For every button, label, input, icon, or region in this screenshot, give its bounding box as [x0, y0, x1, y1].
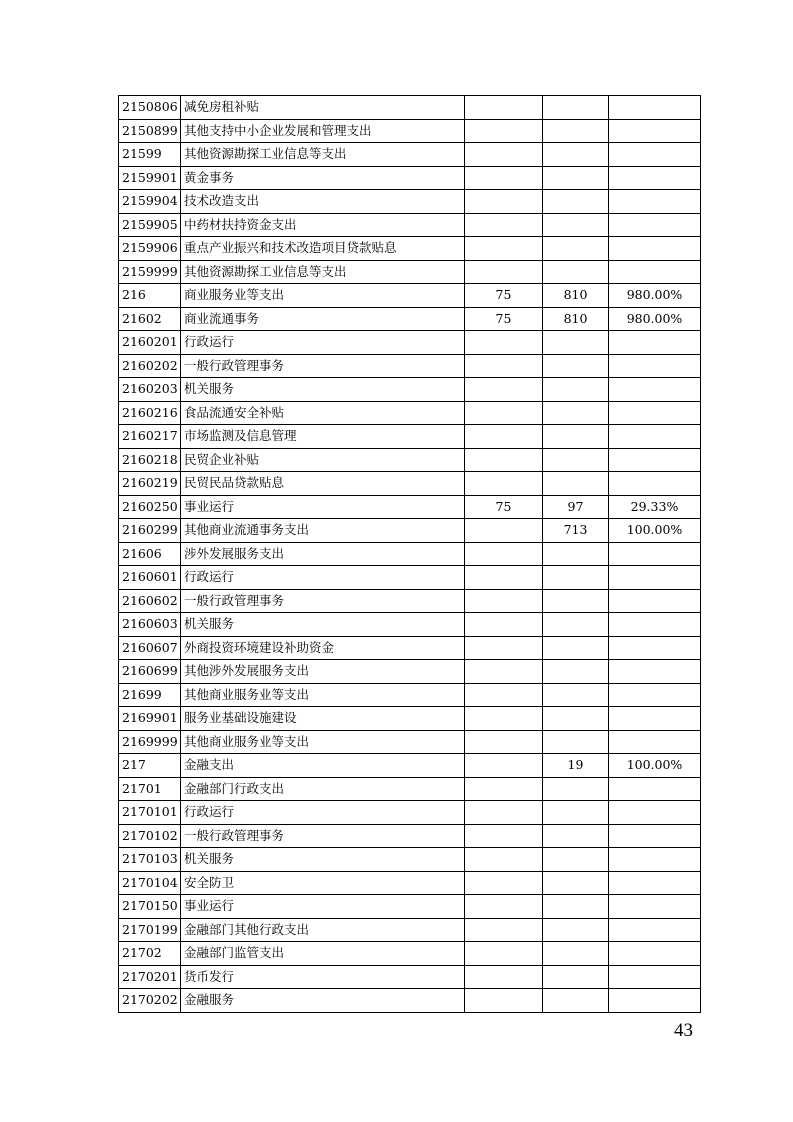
percent-cell [609, 730, 701, 754]
value-col2-cell [543, 589, 609, 613]
percent-cell [609, 707, 701, 731]
value-col2-cell [543, 143, 609, 167]
subject-name-cell: 减免房租补贴 [181, 96, 465, 120]
subject-code-cell: 21701 [119, 777, 181, 801]
table-row [119, 566, 701, 590]
value-col2-cell [543, 989, 609, 1013]
percent-cell [609, 542, 701, 566]
subject-code-cell: 2160218 [119, 448, 181, 472]
table-row [119, 660, 701, 684]
page-number: 43 [674, 1020, 693, 1041]
table-row [119, 871, 701, 895]
subject-code-cell: 2160602 [119, 589, 181, 613]
table-row [119, 401, 701, 425]
percent-cell [609, 942, 701, 966]
value-col1-cell [465, 801, 543, 825]
subject-code-cell: 2159999 [119, 260, 181, 284]
value-col1-cell [465, 542, 543, 566]
percent-cell [609, 636, 701, 660]
subject-name-cell: 一般行政管理事务 [181, 824, 465, 848]
value-col1-cell: 75 [465, 284, 543, 308]
subject-name-cell: 涉外发展服务支出 [181, 542, 465, 566]
subject-code-cell: 2170201 [119, 965, 181, 989]
value-col2-cell [543, 777, 609, 801]
subject-name-cell: 安全防卫 [181, 871, 465, 895]
value-col2-cell [543, 190, 609, 214]
subject-code-cell: 2159901 [119, 166, 181, 190]
subject-code-cell: 2160202 [119, 354, 181, 378]
subject-name-cell: 行政运行 [181, 566, 465, 590]
subject-name-cell: 中药材扶持资金支出 [181, 213, 465, 237]
value-col2-cell [543, 448, 609, 472]
table-row [119, 378, 701, 402]
value-col1-cell [465, 660, 543, 684]
subject-code-cell: 2160607 [119, 636, 181, 660]
value-col2-cell [543, 260, 609, 284]
table-row [119, 354, 701, 378]
value-col2-cell: 810 [543, 284, 609, 308]
table-row [119, 777, 701, 801]
value-col1-cell [465, 119, 543, 143]
value-col2-cell [543, 801, 609, 825]
subject-name-cell: 民贸企业补贴 [181, 448, 465, 472]
value-col2-cell [543, 354, 609, 378]
value-col1-cell [465, 707, 543, 731]
value-col2-cell [543, 730, 609, 754]
value-col2-cell [543, 660, 609, 684]
value-col1-cell [465, 166, 543, 190]
subject-code-cell: 2169901 [119, 707, 181, 731]
subject-name-cell: 技术改造支出 [181, 190, 465, 214]
percent-cell [609, 660, 701, 684]
percent-cell [609, 96, 701, 120]
subject-name-cell: 其他涉外发展服务支出 [181, 660, 465, 684]
value-col2-cell [543, 378, 609, 402]
value-col1-cell: 75 [465, 307, 543, 331]
percent-cell [609, 472, 701, 496]
value-col1-cell [465, 871, 543, 895]
subject-code-cell: 2150899 [119, 119, 181, 143]
value-col1-cell [465, 613, 543, 637]
budget-table [118, 95, 701, 1013]
budget-table-body [119, 96, 701, 1013]
percent-cell [609, 143, 701, 167]
subject-code-cell: 217 [119, 754, 181, 778]
value-col1-cell [465, 895, 543, 919]
subject-code-cell: 2160601 [119, 566, 181, 590]
subject-name-cell: 商业流通事务 [181, 307, 465, 331]
percent-cell [609, 425, 701, 449]
value-col2-cell: 97 [543, 495, 609, 519]
subject-name-cell: 机关服务 [181, 848, 465, 872]
subject-name-cell: 金融部门其他行政支出 [181, 918, 465, 942]
value-col2-cell [543, 895, 609, 919]
table-row [119, 448, 701, 472]
subject-code-cell: 21602 [119, 307, 181, 331]
table-row [119, 636, 701, 660]
table-row [119, 683, 701, 707]
subject-name-cell: 黄金事务 [181, 166, 465, 190]
subject-name-cell: 食品流通安全补贴 [181, 401, 465, 425]
table-row [119, 824, 701, 848]
percent-cell: 29.33% [609, 495, 701, 519]
value-col2-cell [543, 683, 609, 707]
value-col1-cell [465, 683, 543, 707]
subject-code-cell: 2159905 [119, 213, 181, 237]
value-col2-cell [543, 472, 609, 496]
value-col2-cell [543, 613, 609, 637]
value-col1-cell [465, 401, 543, 425]
subject-name-cell: 其他商业服务业等支出 [181, 730, 465, 754]
value-col1-cell [465, 237, 543, 261]
subject-name-cell: 事业运行 [181, 895, 465, 919]
table-row [119, 213, 701, 237]
percent-cell [609, 989, 701, 1013]
value-col2-cell [543, 636, 609, 660]
table-row [119, 331, 701, 355]
percent-cell [609, 965, 701, 989]
subject-code-cell: 2160250 [119, 495, 181, 519]
table-row [119, 542, 701, 566]
value-col2-cell [543, 871, 609, 895]
subject-code-cell: 2160203 [119, 378, 181, 402]
table-row [119, 284, 701, 308]
value-col2-cell [543, 542, 609, 566]
table-row [119, 707, 701, 731]
value-col2-cell [543, 401, 609, 425]
subject-code-cell: 2160699 [119, 660, 181, 684]
percent-cell [609, 378, 701, 402]
subject-name-cell: 金融支出 [181, 754, 465, 778]
subject-code-cell: 2169999 [119, 730, 181, 754]
value-col1-cell [465, 143, 543, 167]
subject-name-cell: 服务业基础设施建设 [181, 707, 465, 731]
table-row [119, 119, 701, 143]
table-row [119, 589, 701, 613]
percent-cell [609, 613, 701, 637]
table-row [119, 425, 701, 449]
subject-code-cell: 2170102 [119, 824, 181, 848]
table-row [119, 989, 701, 1013]
value-col1-cell [465, 472, 543, 496]
table-row [119, 307, 701, 331]
subject-name-cell: 市场监测及信息管理 [181, 425, 465, 449]
subject-code-cell: 21702 [119, 942, 181, 966]
percent-cell [609, 566, 701, 590]
subject-name-cell: 其他资源勘探工业信息等支出 [181, 260, 465, 284]
percent-cell [609, 331, 701, 355]
table-row [119, 613, 701, 637]
subject-code-cell: 2170103 [119, 848, 181, 872]
subject-code-cell: 2160219 [119, 472, 181, 496]
subject-name-cell: 金融服务 [181, 989, 465, 1013]
percent-cell [609, 354, 701, 378]
table-row [119, 143, 701, 167]
value-col1-cell [465, 260, 543, 284]
table-row [119, 730, 701, 754]
table-row [119, 942, 701, 966]
table-row [119, 895, 701, 919]
subject-name-cell: 其他商业流通事务支出 [181, 519, 465, 543]
value-col2-cell [543, 96, 609, 120]
subject-code-cell: 2160201 [119, 331, 181, 355]
table-row [119, 918, 701, 942]
value-col1-cell [465, 378, 543, 402]
subject-code-cell: 21606 [119, 542, 181, 566]
subject-name-cell: 其他资源勘探工业信息等支出 [181, 143, 465, 167]
table-row [119, 260, 701, 284]
value-col1-cell [465, 777, 543, 801]
value-col1-cell [465, 519, 543, 543]
value-col1-cell [465, 989, 543, 1013]
subject-name-cell: 其他商业服务业等支出 [181, 683, 465, 707]
percent-cell [609, 589, 701, 613]
table-row [119, 965, 701, 989]
subject-code-cell: 2170101 [119, 801, 181, 825]
value-col2-cell [543, 119, 609, 143]
value-col2-cell [543, 942, 609, 966]
subject-name-cell: 机关服务 [181, 378, 465, 402]
subject-code-cell: 216 [119, 284, 181, 308]
value-col1-cell [465, 848, 543, 872]
percent-cell [609, 119, 701, 143]
subject-name-cell: 商业服务业等支出 [181, 284, 465, 308]
subject-name-cell: 外商投资环境建设补助资金 [181, 636, 465, 660]
value-col1-cell [465, 730, 543, 754]
value-col2-cell [543, 707, 609, 731]
value-col2-cell [543, 965, 609, 989]
percent-cell [609, 260, 701, 284]
table-row [119, 96, 701, 120]
subject-code-cell: 2170104 [119, 871, 181, 895]
value-col2-cell [543, 918, 609, 942]
value-col1-cell [465, 918, 543, 942]
subject-code-cell: 21599 [119, 143, 181, 167]
table-row [119, 801, 701, 825]
value-col2-cell [543, 824, 609, 848]
subject-code-cell: 2159906 [119, 237, 181, 261]
subject-code-cell: 2150806 [119, 96, 181, 120]
percent-cell [609, 401, 701, 425]
percent-cell: 100.00% [609, 519, 701, 543]
value-col1-cell [465, 754, 543, 778]
subject-code-cell: 2170150 [119, 895, 181, 919]
percent-cell [609, 801, 701, 825]
subject-name-cell: 货币发行 [181, 965, 465, 989]
value-col2-cell: 810 [543, 307, 609, 331]
table-row [119, 495, 701, 519]
value-col1-cell [465, 354, 543, 378]
subject-name-cell: 一般行政管理事务 [181, 354, 465, 378]
percent-cell [609, 237, 701, 261]
value-col2-cell [543, 213, 609, 237]
subject-code-cell: 2159904 [119, 190, 181, 214]
subject-code-cell: 2160216 [119, 401, 181, 425]
value-col1-cell [465, 566, 543, 590]
value-col2-cell [543, 166, 609, 190]
subject-code-cell: 2160299 [119, 519, 181, 543]
percent-cell: 100.00% [609, 754, 701, 778]
subject-name-cell: 机关服务 [181, 613, 465, 637]
value-col1-cell [465, 824, 543, 848]
value-col2-cell [543, 848, 609, 872]
value-col1-cell [465, 636, 543, 660]
subject-code-cell: 2170202 [119, 989, 181, 1013]
value-col2-cell [543, 331, 609, 355]
table-row [119, 237, 701, 261]
value-col1-cell: 75 [465, 495, 543, 519]
percent-cell [609, 918, 701, 942]
subject-code-cell: 2170199 [119, 918, 181, 942]
percent-cell [609, 213, 701, 237]
percent-cell [609, 166, 701, 190]
percent-cell [609, 871, 701, 895]
subject-name-cell: 行政运行 [181, 801, 465, 825]
percent-cell [609, 777, 701, 801]
value-col1-cell [465, 331, 543, 355]
value-col1-cell [465, 213, 543, 237]
value-col1-cell [465, 96, 543, 120]
percent-cell [609, 895, 701, 919]
subject-name-cell: 金融部门行政支出 [181, 777, 465, 801]
subject-name-cell: 重点产业振兴和技术改造项目贷款贴息 [181, 237, 465, 261]
value-col1-cell [465, 942, 543, 966]
value-col1-cell [465, 425, 543, 449]
percent-cell: 980.00% [609, 284, 701, 308]
subject-name-cell: 民贸民品贷款贴息 [181, 472, 465, 496]
value-col2-cell [543, 566, 609, 590]
table-row [119, 754, 701, 778]
subject-name-cell: 行政运行 [181, 331, 465, 355]
subject-name-cell: 其他支持中小企业发展和管理支出 [181, 119, 465, 143]
subject-code-cell: 21699 [119, 683, 181, 707]
subject-code-cell: 2160217 [119, 425, 181, 449]
value-col1-cell [465, 965, 543, 989]
value-col1-cell [465, 190, 543, 214]
value-col1-cell [465, 448, 543, 472]
table-row [119, 848, 701, 872]
value-col1-cell [465, 589, 543, 613]
subject-name-cell: 一般行政管理事务 [181, 589, 465, 613]
subject-name-cell: 金融部门监管支出 [181, 942, 465, 966]
percent-cell [609, 448, 701, 472]
percent-cell [609, 683, 701, 707]
value-col2-cell: 713 [543, 519, 609, 543]
percent-cell [609, 824, 701, 848]
value-col2-cell [543, 425, 609, 449]
value-col2-cell: 19 [543, 754, 609, 778]
table-row [119, 519, 701, 543]
percent-cell [609, 190, 701, 214]
subject-code-cell: 2160603 [119, 613, 181, 637]
subject-name-cell: 事业运行 [181, 495, 465, 519]
value-col2-cell [543, 237, 609, 261]
percent-cell [609, 848, 701, 872]
table-row [119, 472, 701, 496]
percent-cell: 980.00% [609, 307, 701, 331]
table-row [119, 190, 701, 214]
table-row [119, 166, 701, 190]
